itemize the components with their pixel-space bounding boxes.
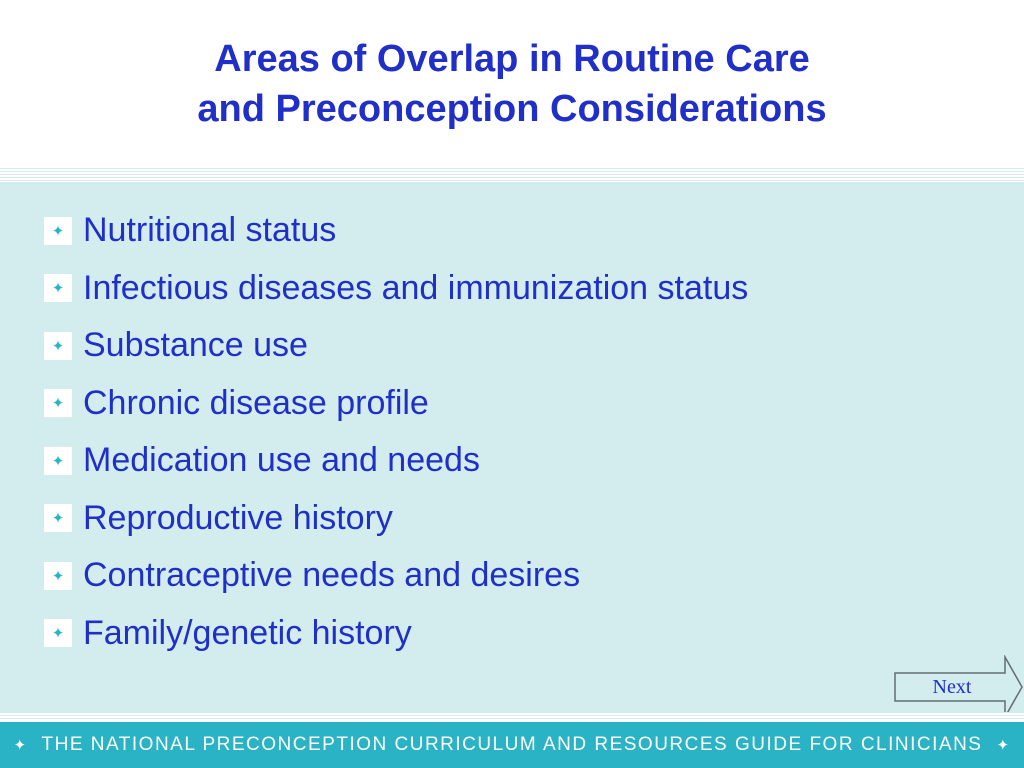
bullet-item [44, 317, 748, 375]
title-line-1: Areas of Overlap in Routine Care [214, 38, 810, 80]
bullet-star-icon: ✦ [44, 332, 72, 360]
bullet-text: Infectious diseases and immunization status [83, 268, 749, 307]
bullet-item [44, 375, 748, 433]
content-panel [0, 182, 1024, 712]
bullet-item [44, 202, 748, 260]
bullet-item [44, 260, 748, 318]
bullet-star-icon: ✦ [44, 217, 72, 245]
footer-star-icon: ✦ [13, 736, 28, 754]
next-label: Next [932, 675, 972, 698]
bullet-text: Family/genetic history [83, 613, 412, 652]
bullet-star-icon: ✦ [44, 274, 72, 302]
footer-divider-lines [0, 712, 1024, 720]
bullet-text: Chronic disease profile [83, 383, 429, 422]
bullet-star-icon: ✦ [44, 389, 72, 417]
bullet-star-icon: ✦ [44, 504, 72, 532]
bullet-star-icon: ✦ [44, 619, 72, 647]
slide-title [197, 34, 826, 134]
next-button[interactable] [893, 655, 1024, 719]
bullet-item [44, 605, 748, 663]
divider-lines [0, 168, 1024, 182]
title-area [0, 0, 1024, 168]
bullet-text: Reproductive history [83, 498, 393, 537]
bullet-list [44, 202, 748, 662]
footer-star-icon: ✦ [996, 736, 1011, 754]
bullet-star-icon: ✦ [44, 562, 72, 590]
title-line-2: and Preconception Considerations [197, 88, 827, 130]
bullet-text: Contraceptive needs and desires [83, 556, 581, 595]
bullet-item [44, 490, 748, 548]
footer-text: THE NATIONAL PRECONCEPTION CURRICULUM AND RESOURCES GUIDE FOR CLINICIANS [41, 734, 983, 755]
bullet-text: Nutritional status [83, 211, 337, 250]
bullet-star-icon: ✦ [44, 447, 72, 475]
bullet-text: Medication use and needs [83, 441, 480, 480]
bullet-item [44, 547, 748, 605]
bullet-text: Substance use [83, 326, 308, 365]
footer-banner [0, 722, 1024, 768]
bullet-item [44, 432, 748, 490]
